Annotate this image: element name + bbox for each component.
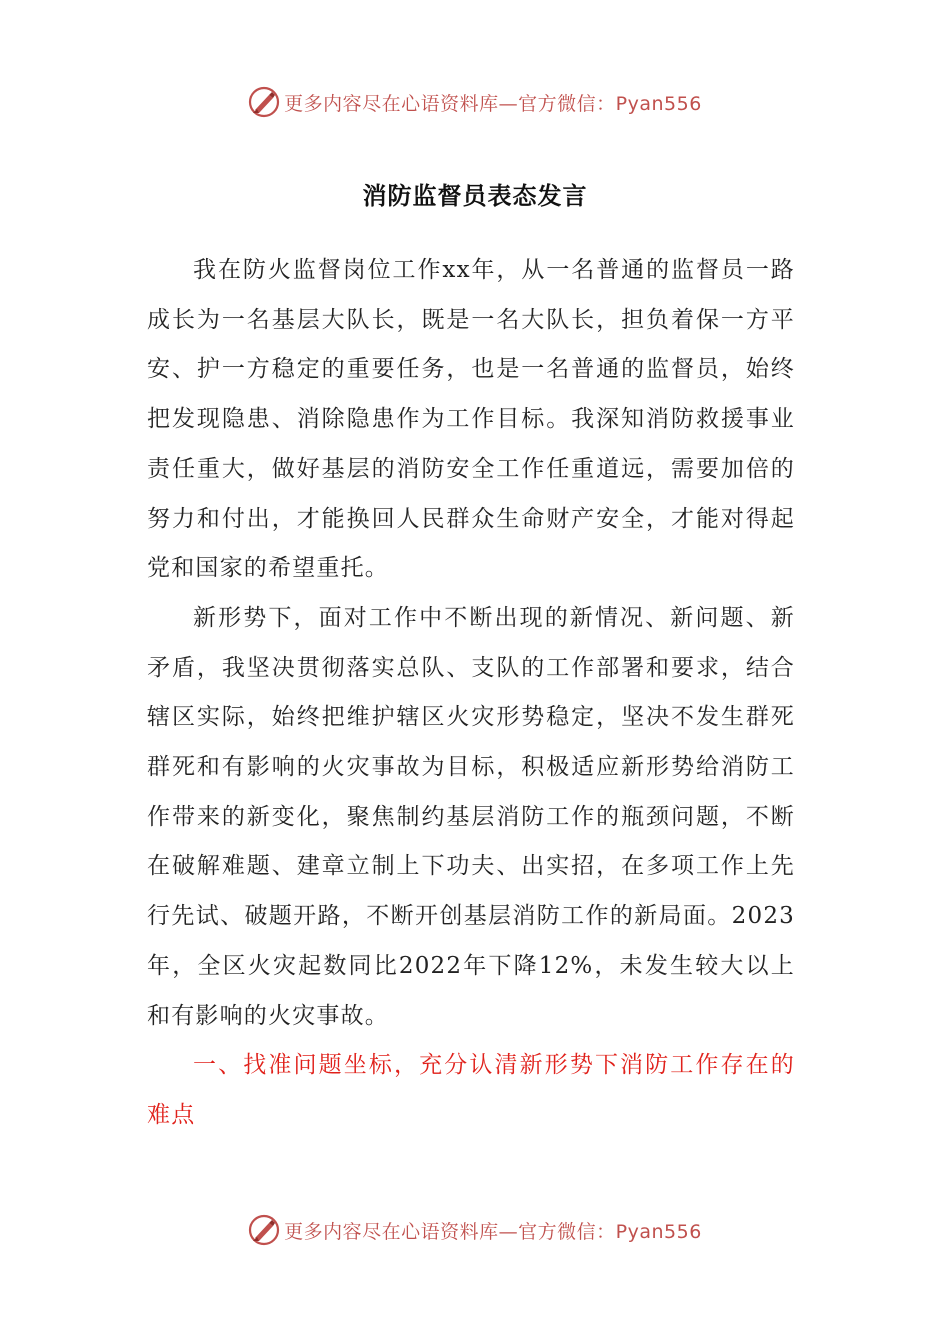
watermark-bottom xyxy=(0,1210,950,1250)
paragraph-2: 新形势下，面对工作中不断出现的新情况、新问题、新矛盾，我坚决贯彻落实总队、支队的工作部署和要求，结合辖区实际，始终把维护辖区火灾形势稳定，坚决不发生群死群死和有影响的火灾事故为目标，积极适应新形势给消防工作带来的新变化，聚焦制约基层消防工作的瓶颈问题，不断在破解难题、建章立制上下功夫、出实招，在多项工作上先行先试、破题开路，不断开创基层消防工作的新局面。2023年，全区火灾起数同比2022年下降12%，未发生较大以上和有影响的火灾事故。 xyxy=(147,604,795,1029)
section-heading-1: 一、找准问题坐标，充分认清新形势下消防工作存在的难点 xyxy=(147,1052,795,1128)
watermark-wechat-id: Pyan556 xyxy=(615,1220,702,1243)
watermark-text: 更多内容尽在心语资料库—官方微信：Pyan556 xyxy=(284,92,702,115)
pen-logo-icon xyxy=(248,86,280,118)
paragraph-1: 我在防火监督岗位工作xx年，从一名普通的监督员一路成长为一名基层大队长，既是一名大队长，担负着保一方平安、护一方稳定的重要任务，也是一名普通的监督员，始终把发现隐患、消除隐患作为工作目标。我深知消防救援事业责任重大，做好基层的消防安全工作任重道远，需要加倍的努力和付出，才能换回人民群众生命财产安全，才能对得起党和国家的希望重托。 xyxy=(147,257,795,582)
pen-logo-icon xyxy=(248,1214,280,1246)
document-body xyxy=(147,246,795,1141)
document-title: 消防监督员表态发言 xyxy=(362,181,588,210)
watermark-wechat-id: Pyan556 xyxy=(615,92,702,115)
watermark-text: 更多内容尽在心语资料库—官方微信：Pyan556 xyxy=(284,1220,702,1243)
watermark-top xyxy=(0,82,950,122)
